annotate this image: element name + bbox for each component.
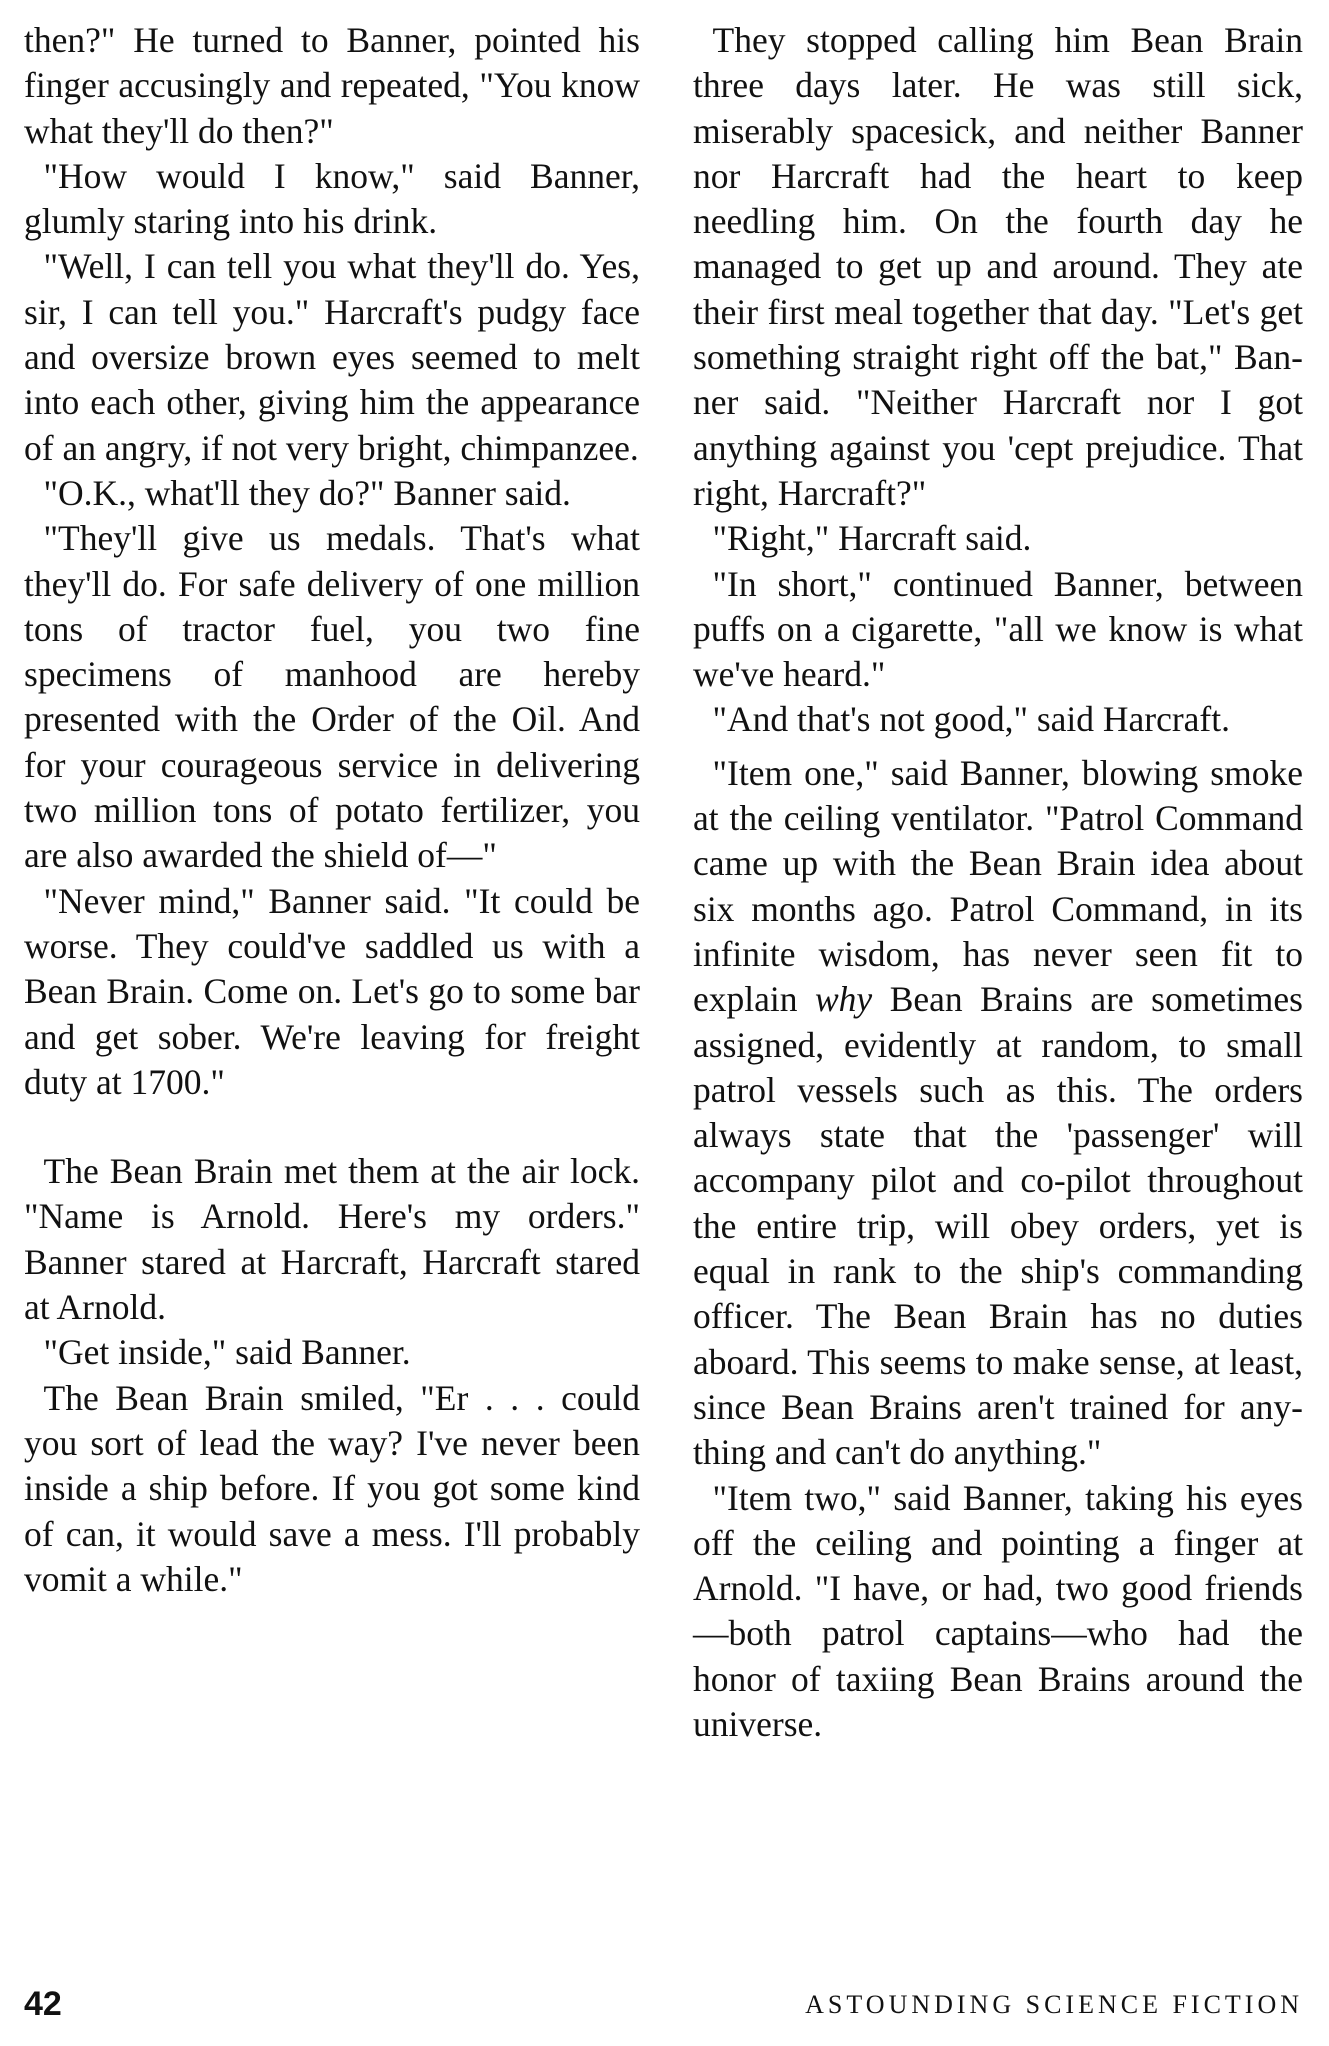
paragraph: "They'll give us medals. That's what they'll do. For safe delivery of one million tons of tractor fuel, you two fine specimens of manhood are hereby presented with the Order of the Oil. And for your courageous service in delivering two million tons of potato fertilizer, you are also awarded the shield of—": [24, 518, 640, 876]
paragraph-text: "Item one," said Banner, blowing smoke at the ceiling ventilator. "Patrol Command came up with the Bean Brain idea about six months ago. Patrol Command, in its infinite wisdom, has never seen fit to explain: [693, 752, 1303, 1020]
section-break-paragraph: The Bean Brain met them at the air lock. "Name is Arnold. Here's my orders." Banner stared at Harcraft, Harcraft stared at Arnold.: [24, 1151, 640, 1328]
paragraph: "Right," Harcraft said.: [712, 518, 1032, 559]
running-title: ASTOUNDING SCIENCE FICTION: [805, 1990, 1303, 2019]
paragraph-text: Bean Brains are sometimes assigned, evidently at random, to small patrol vessels such as this. The orders always state that the 'passenger' will accompany pilot and co-pilot throughout the entire trip, will obey orders, yet is equal in rank to the ship's commanding officer. The Bean Brain has no duties aboard. This seems to make sense, at least, since Bean Brains aren't trained for anything and can't do anything.": [693, 979, 1303, 1473]
left-column: [24, 18, 640, 1602]
paragraph: [693, 751, 1303, 1476]
paragraph: "How would I know," said Banner, glumly staring into his drink.: [24, 155, 640, 242]
paragraph: "In short," continued Banner, between puffs on a cigarette, "all we know is what we've heard.": [693, 563, 1303, 695]
paragraph: "Get inside," said Banner.: [43, 1332, 411, 1373]
paragraph: "Item two," said Banner, taking his eyes off the ceiling and pointing a finger at Arnold. "I have, or had, two good friends—both patrol captains—who had the honor of taxiing Bean Brains around the universe.: [693, 1477, 1303, 1744]
paragraph: "Never mind," Banner said. "It could be worse. They could've saddled us with a Bean Brain. Come on. Let's go to some bar and get sober. We're leaving for freight duty at 1700.": [24, 880, 640, 1102]
emphasis: why: [815, 979, 873, 1020]
paragraph: "Well, I can tell you what they'll do. Yes, sir, I can tell you." Harcraft's pudgy face and oversize brown eyes seemed to melt into each other, giving him the appearance of an angry, if not very bright, chimpanzee.: [24, 246, 640, 468]
paragraph: The Bean Brain smiled, "Er . . . could you sort of lead the way? I've never been inside a ship before. If you got some kind of can, it would save a mess. I'll probably vomit a while.": [24, 1377, 640, 1599]
right-column: [693, 18, 1303, 1747]
paragraph: then?" He turned to Banner, pointed his finger accusingly and repeated, "You know what they'll do then?": [24, 20, 640, 151]
page-number: 42: [24, 1985, 62, 2023]
paragraph: "O.K., what'll they do?" Banner said.: [43, 472, 571, 513]
paragraph: They stopped calling him Bean Brain three days later. He was still sick, miserably spacesick, and neither Banner nor Harcraft had the heart to keep needling him. On the fourth day he managed to get up and around. They ate their first meal together that day. "Let's get something straight right off the bat," Banner said. "Neither Harcraft nor I got anything against you 'cept prejudice. That right, Harcraft?": [693, 20, 1303, 513]
paragraph: "And that's not good," said Harcraft.: [712, 699, 1230, 740]
